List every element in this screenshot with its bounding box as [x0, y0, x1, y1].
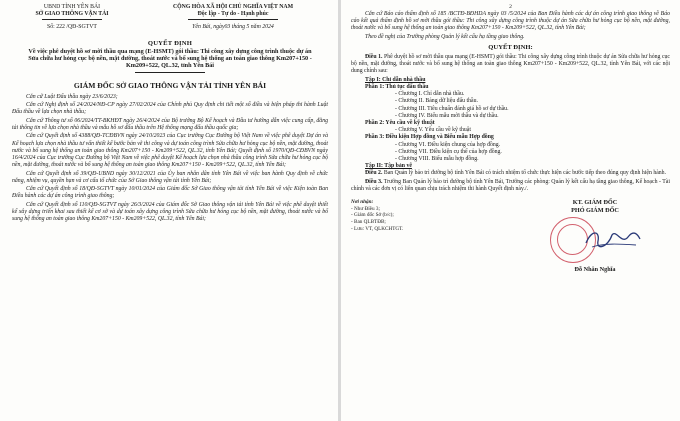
- article-3: [351, 179, 670, 193]
- legal-basis-item: Căn cứ Quyết định số 18/QĐ-SGTVT ngày 10/01/2024 của Giám đốc Sở Giao thông vận tải tỉnh Yên Bái về việc Kiện toàn Ban Điều hành các dự án công trình giao thông;: [12, 186, 328, 200]
- article-1: [351, 54, 670, 76]
- recipient-item: - Giám đốc Sở (b/c);: [351, 212, 394, 219]
- recipient-item: - Ban QLBTĐB;: [351, 219, 386, 226]
- recipients-title: Nơi nhận:: [351, 199, 374, 206]
- chapter-item: - Chương III. Tiêu chuẩn đánh giá hồ sơ dự thầu.: [395, 105, 509, 112]
- legal-basis-item: Căn cứ Báo cáo thẩm định số 185 /BCTĐ-BĐHDA ngày 03 /5/2024 của Ban Điều hành các dự án công trình giao thông về Báo cáo kết quả thẩm định hồ sơ mời thầu gói thầu: Thi công xây dựng công trình thuộc dự án Sửa chữa hư hỏng cục bộ nền, mặt đường, thoát nước và bổ sung hệ thống an toàn giao thông Km207+150 - Km209+522, QL.32, tỉnh Yên Bái;: [351, 11, 670, 32]
- volume-1-heading: Tập I: Chỉ dẫn nhà thầu: [365, 76, 426, 83]
- number-date-row: [12, 24, 328, 31]
- chapter-item: - Chương VII. Điều kiện cụ thể của hợp đồng.: [395, 148, 502, 155]
- document-title: QUYẾT ĐỊNH: [147, 39, 193, 47]
- recipients-list: [351, 199, 471, 232]
- issuing-authority: [12, 4, 132, 20]
- country-name: CỘNG HÒA XÃ HỘI CHỦ NGHĨA VIỆT NAM: [172, 4, 294, 10]
- subject-rule: [135, 72, 205, 73]
- page-number: 2: [509, 4, 512, 10]
- org-name-province: UBND TỈNH YÊN BÁI: [43, 4, 101, 10]
- decides-heading: QUYẾT ĐỊNH:: [488, 44, 533, 51]
- legal-basis-item: Căn cứ Thông tư số 06/2024/TT-BKHĐT ngày 26/4/2024 của Bộ trưởng Bộ Kế hoạch và Đầu tư hướng dẫn việc cung cấp, đăng tải thông tin về lựa chọn nhà thầu và mẫu hồ sơ đấu thầu trên Hệ thống mạng đấu thầu quốc gia;: [12, 117, 328, 132]
- legal-basis-item: Theo đề nghị của Trưởng phòng Quản lý kết cấu hạ tầng giao thông.: [365, 33, 525, 40]
- document-header: [12, 4, 328, 20]
- org-name-department: SỞ GIAO THÔNG VẬN TẢI: [35, 11, 109, 18]
- legal-basis-item: Căn cứ Quyết định số 39/QĐ-UBND ngày 30/12/2021 của Ủy ban nhân dân tỉnh Yên Bái về việc ban hành Quy định về chức năng, nhiệm vụ, quyền hạn và cơ cấu tổ chức của Sở Giao thông vận tải tỉnh Yên Bái;: [12, 170, 328, 184]
- volume-2-heading: Tập II: Tập bản vẽ: [365, 163, 412, 170]
- part-1-heading: Phần 1: Thủ tục đấu thầu: [365, 84, 429, 90]
- article-2-label: Điều 2.: [365, 170, 383, 177]
- article-3-label: Điều 3.: [365, 178, 383, 185]
- legal-basis-item: Căn cứ Luật Đấu thầu ngày 23/6/2023;: [26, 93, 118, 100]
- sign-role-line1: KT. GIÁM ĐỐC: [572, 199, 618, 207]
- issuing-title: GIÁM ĐỐC SỞ GIAO THÔNG VẬN TẢI TỈNH YÊN BÁI: [73, 80, 267, 90]
- handwritten-signature: [582, 227, 642, 251]
- part-2-heading: Phần 2: Yêu cầu về kỹ thuật: [365, 120, 435, 127]
- article-2-text: Ban Quản lý bảo trì đường bộ tỉnh Yên Bái có trách nhiệm tổ chức thực hiện các bước tiếp theo đúng quy định hiện hành.: [383, 170, 667, 177]
- recipient-item: - Như Điều 3;: [351, 205, 380, 212]
- article-1-label: Điều 1.: [365, 54, 383, 60]
- national-motto: [138, 4, 328, 20]
- document-subject: Về việc phê duyệt hồ sơ mời thầu qua mạng (E-HSMT) gói thầu: Thi công xây dựng công trình thuộc dự án Sửa chữa hư hỏng cục bộ nền, mặt đường, thoát nước và bổ sung hệ thống an toàn giao thông Km207+150 - Km209+522, QL.32, tỉnh Yên Bái: [28, 47, 312, 70]
- recipient-item: - Lưu: VT, QLKCHTGT.: [351, 225, 404, 232]
- legal-basis-item: Căn cứ Quyết định số 110/QĐ-SGTVT ngày 26/3/2024 của Giám đốc Sở Giao thông vận tải tỉnh Yên Bái về việc phê duyệt thiết kế xây dựng triển khai sau thiết kế cơ sở và dự toán xây dựng công trình Sửa chữa hư hỏng cục bộ nền, mặt đường, thoát nước và bổ sung hệ thống an toàn giao thông Km207+150 - Km209+522, QL.32, tỉnh Yên Bái;: [12, 201, 328, 223]
- part-3-heading: Phần 3: Điều kiện Hợp đồng và Biểu mẫu Hợp đồng: [365, 134, 494, 141]
- motto: Độc lập - Tự do - Hạnh phúc: [197, 11, 269, 18]
- chapter-item: - Chương IV. Biểu mẫu mời thầu và dự thầu.: [395, 112, 499, 119]
- document-date: Yên Bái, ngày03 tháng 5 năm 2024: [192, 24, 274, 31]
- chapter-item: - Chương I. Chỉ dẫn nhà thầu.: [395, 91, 465, 98]
- header-rule-left: [42, 19, 102, 20]
- article-2: [351, 170, 670, 177]
- signature-block: [520, 199, 670, 274]
- chapter-item: - Chương II. Bảng dữ liệu đấu thầu.: [395, 98, 478, 105]
- header-rule-right: [188, 19, 278, 20]
- legal-basis-list: [12, 94, 328, 224]
- legal-basis-item: Căn cứ Nghị định số 24/2024/NĐ-CP ngày 27/02/2024 của Chính phủ Quy định chi tiết một số điều và biện pháp thi hành Luật Đấu thầu về lựa chọn nhà thầu;: [12, 102, 328, 116]
- chapter-item: - Chương V. Yêu cầu về kỹ thuật: [395, 127, 471, 134]
- document-number: Số: 222 /QĐ-SGTVT: [47, 24, 97, 31]
- signer-name: Đỗ Nhân Nghĩa: [574, 266, 616, 274]
- sign-role-line2: PHÓ GIÁM ĐỐC: [571, 206, 619, 214]
- chapter-item: - Chương VIII. Biểu mẫu hợp đồng.: [395, 156, 479, 163]
- chapter-item: - Chương VI. Điều kiện chung của hợp đồng.: [395, 141, 501, 148]
- legal-basis-item: Căn cứ Quyết định số 4388/QĐ-TCĐBVN ngày 24/10/2023 của Cục trưởng Cục Đường bộ Việt Nam về việc phê duyệt Dự án và Kế hoạch lựa chọn nhà thầu tư vấn thiết kế bước bản vẽ thi công và dự toán công trình Sửa chữa hư hỏng cục bộ nền, mặt đường, thoát nước và bổ sung hệ thống an toàn giao thông Km207+150 - Km209+522, QL.32, tỉnh Yên Bái; Quyết định số 1970/QĐ-CĐBVN ngày 16/4/2024 của Cục trưởng Cục Đường bộ Việt Nam về việc phê duyệt Kế hoạch lựa chọn nhà thầu công trình Sửa chữa hư hỏng cục bộ nền, mặt đường, thoát nước và bổ sung hệ thống an toàn giao thông Km207+150 - Km209+522, QL.32, tỉnh Yên Bái;: [12, 133, 328, 169]
- article-1-text: Phê duyệt hồ sơ mời thầu qua mạng (E-HSMT) gói thầu: Thi công xây dựng công trình thuộc dự án Sửa chữa hư hỏng cục bộ nền, mặt đường, thoát nước và bổ sung hệ thống an toàn giao thông Km207+150 - Km209+522, QL.32, tỉnh Yên Bái, với các nội dung chính sau:: [351, 54, 670, 75]
- decision-page-1: [0, 0, 338, 421]
- decision-page-2: [341, 0, 680, 421]
- signature-area: [351, 199, 670, 274]
- article-3-text: Trưởng Ban Quản lý bảo trì đường bộ tỉnh Yên Bái, Trưởng các phòng: Quản lý kết cấu hạ tầng giao thông, Kế hoạch - Tài chính và các đơn vị có liên quan chịu trách nhiệm thi hành Quyết định này./.: [351, 178, 670, 193]
